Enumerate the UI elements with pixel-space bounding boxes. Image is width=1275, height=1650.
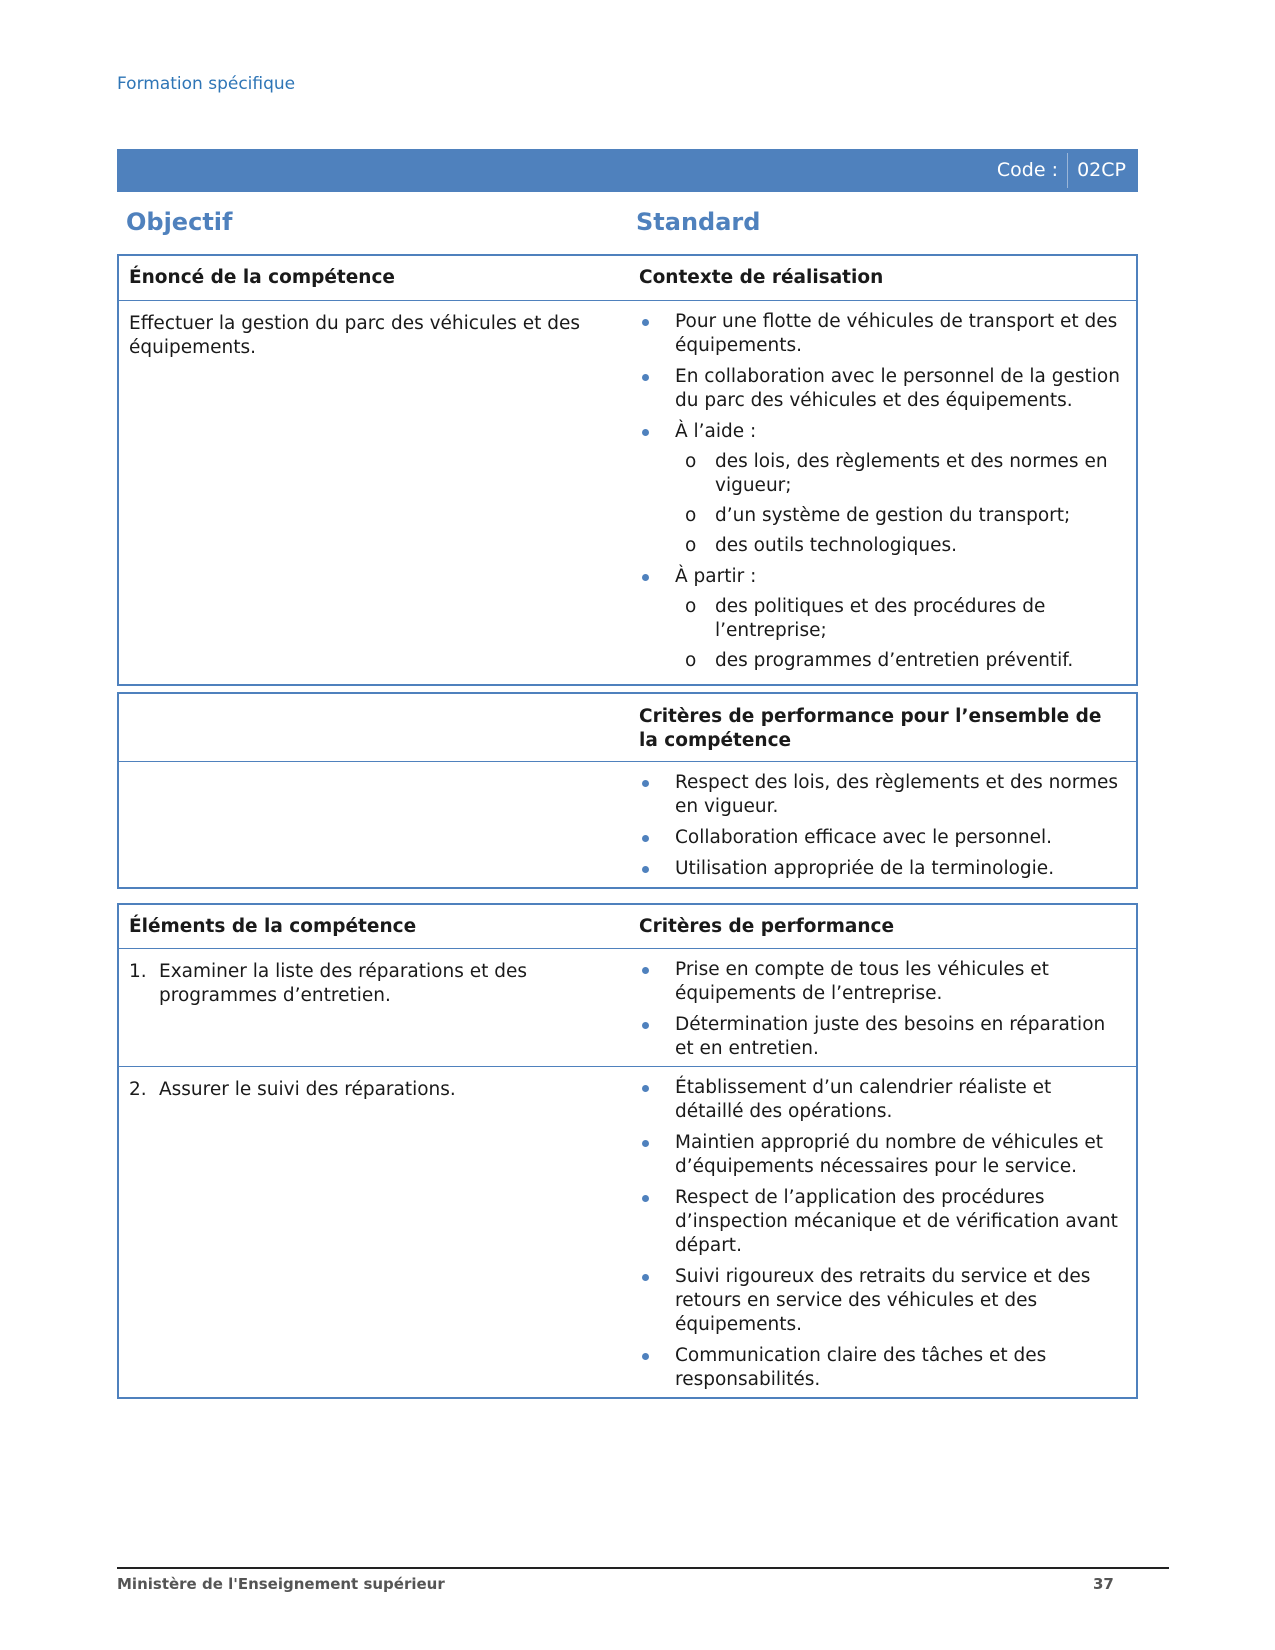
list-item: Établissement d’un calendrier réaliste et détaillé des opérations.	[639, 1076, 1124, 1124]
elements-criteria-table	[117, 903, 1138, 1399]
table-row	[119, 1067, 1136, 1397]
criteria-list	[639, 958, 1124, 1061]
list-item: Pour une flotte de véhicules de transport et des équipements.	[639, 310, 1124, 358]
bullet-icon	[642, 967, 649, 974]
bullet-icon	[642, 374, 649, 381]
list-item: À partir : o des politiques et des procédures de l’entreprise; o des programmes d’entretien préventif.	[639, 565, 1124, 673]
list-item: Communication claire des tâches et des responsabilités.	[639, 1344, 1124, 1392]
bullet-icon	[642, 1353, 649, 1360]
table-header-row	[119, 256, 1136, 301]
bullet-icon	[642, 1022, 649, 1029]
sub-list-item: o d’un système de gestion du transport;	[685, 505, 1071, 526]
sub-list-item: o des lois, des règlements et des normes en vigueur;	[685, 451, 1108, 496]
column-heading-standard: Standard	[636, 208, 761, 236]
bullet-icon	[642, 835, 649, 842]
bullet-icon	[642, 574, 649, 581]
table-row	[119, 949, 1136, 1067]
bullet-icon	[642, 780, 649, 787]
criteria-header: Critères de performance	[639, 916, 895, 937]
list-item: Respect de l’application des procédures d’inspection mécanique et de vérification avant départ.	[639, 1186, 1124, 1258]
global-criteria-list	[639, 771, 1124, 881]
sub-list-item: o des outils technologiques.	[685, 535, 958, 556]
list-item: Respect des lois, des règlements et des normes en vigueur.	[639, 771, 1124, 819]
code-label: Code :	[996, 159, 1058, 181]
bullet-icon	[642, 429, 649, 436]
section-label: Formation spécifique	[117, 74, 296, 94]
list-item: Utilisation appropriée de la terminologie.	[639, 857, 1124, 881]
list-item: En collaboration avec le personnel de la gestion du parc des véhicules et des équipements.	[639, 365, 1124, 413]
footer-ministry: Ministère de l'Enseignement supérieur	[117, 1575, 445, 1593]
element-item: 2. Assurer le suivi des réparations.	[129, 1079, 456, 1100]
bullet-icon	[642, 319, 649, 326]
criteria-list	[639, 1076, 1124, 1392]
code-bar	[117, 149, 1138, 192]
bullet-icon	[642, 1195, 649, 1202]
sub-list	[675, 450, 1124, 558]
footer-divider	[117, 1567, 1169, 1569]
page-number: 37	[1093, 1575, 1114, 1593]
list-item: Collaboration efficace avec le personnel.	[639, 826, 1124, 850]
global-criteria-header: Critères de performance pour l’ensemble de la compétence	[639, 706, 1102, 751]
table-row	[119, 301, 1136, 684]
context-header: Contexte de réalisation	[639, 267, 884, 288]
global-criteria-table	[117, 692, 1138, 889]
sub-list-item: o des programmes d’entretien préventif.	[685, 650, 1074, 671]
statement-header: Énoncé de la compétence	[129, 267, 395, 288]
code-divider	[1067, 153, 1068, 188]
competency-context-table	[117, 254, 1138, 686]
list-item: Maintien approprié du nombre de véhicules et d’équipements nécessaires pour le service.	[639, 1131, 1124, 1179]
column-heading-objective: Objectif	[126, 208, 233, 236]
table-header-row	[119, 694, 1136, 762]
bullet-icon	[642, 866, 649, 873]
sub-list-item: o des politiques et des procédures de l’entreprise;	[685, 596, 1046, 641]
element-item: 1. Examiner la liste des réparations et des programmes d’entretien.	[129, 961, 528, 1006]
list-item: Détermination juste des besoins en réparation et en entretien.	[639, 1013, 1124, 1061]
bullet-icon	[642, 1274, 649, 1281]
list-item: Prise en compte de tous les véhicules et équipements de l’entreprise.	[639, 958, 1124, 1006]
bullet-icon	[642, 1085, 649, 1092]
list-item: Suivi rigoureux des retraits du service et des retours en service des véhicules et des équipements.	[639, 1265, 1124, 1337]
bullet-icon	[642, 1140, 649, 1147]
elements-header: Éléments de la compétence	[129, 916, 417, 937]
competency-statement: Effectuer la gestion du parc des véhicules et des équipements.	[129, 313, 581, 358]
code-value: 02CP	[1077, 159, 1126, 181]
context-list	[639, 310, 1124, 673]
table-header-row	[119, 905, 1136, 949]
list-item: À l’aide : o des lois, des règlements et des normes en vigueur; o d’un système de gestion du transport; o des outils technologiques.	[639, 420, 1124, 558]
table-row	[119, 762, 1136, 887]
sub-list	[675, 595, 1124, 673]
